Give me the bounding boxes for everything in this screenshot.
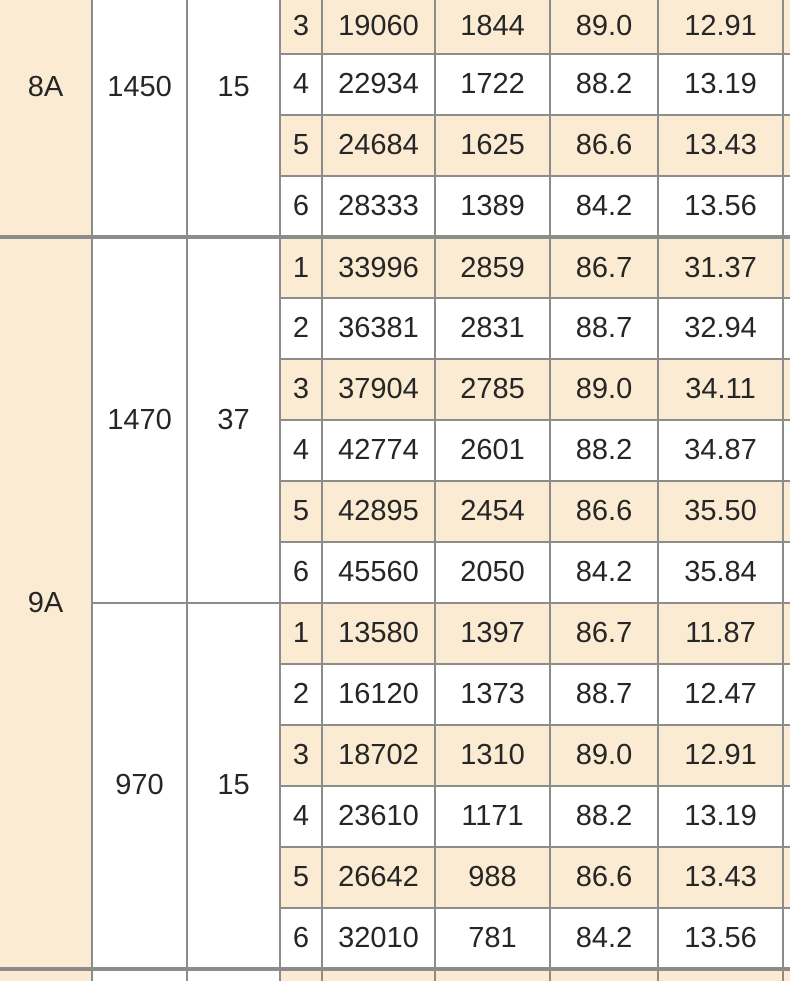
step-cell: 5 — [280, 847, 322, 908]
param-cell: 37 — [187, 237, 280, 603]
data-cell — [658, 969, 783, 981]
data-cell: 2050 — [435, 542, 550, 603]
data-cell: 13.19 — [658, 54, 783, 115]
step-cell — [280, 969, 322, 981]
group-cell: 8A — [0, 0, 92, 237]
data-cell: 13.43 — [658, 847, 783, 908]
data-cell: 42774 — [322, 420, 435, 481]
data-cell: 88.7 — [550, 298, 658, 359]
step-cell: 2 — [280, 664, 322, 725]
data-cell: 89.0 — [550, 359, 658, 420]
data-cell: 1397 — [435, 603, 550, 664]
data-cell: 23610 — [322, 786, 435, 847]
data-cell: 88.2 — [550, 786, 658, 847]
cut-column-cell — [783, 786, 790, 847]
data-cell: 2859 — [435, 237, 550, 298]
table-row — [0, 237, 790, 298]
data-cell: 13.56 — [658, 908, 783, 969]
cut-column-cell — [783, 237, 790, 298]
data-cell: 1171 — [435, 786, 550, 847]
data-cell: 2831 — [435, 298, 550, 359]
data-cell: 1722 — [435, 54, 550, 115]
cut-column-cell — [783, 0, 790, 54]
cut-column-cell — [783, 725, 790, 786]
step-cell: 5 — [280, 481, 322, 542]
data-cell: 2601 — [435, 420, 550, 481]
table-row — [0, 603, 790, 664]
step-cell: 4 — [280, 420, 322, 481]
data-cell: 1373 — [435, 664, 550, 725]
cut-column-cell — [783, 359, 790, 420]
step-cell: 3 — [280, 725, 322, 786]
table-row — [0, 0, 790, 54]
cut-column-cell — [783, 908, 790, 969]
table-row-cut — [0, 969, 790, 981]
data-cell — [550, 969, 658, 981]
data-cell: 84.2 — [550, 176, 658, 237]
param-cell: 1470 — [92, 237, 187, 603]
cut-column-cell — [783, 969, 790, 981]
data-cell — [435, 969, 550, 981]
data-cell: 1310 — [435, 725, 550, 786]
step-cell: 4 — [280, 786, 322, 847]
data-cell: 26642 — [322, 847, 435, 908]
step-cell: 6 — [280, 176, 322, 237]
data-cell: 11.87 — [658, 603, 783, 664]
group-cell — [0, 969, 92, 981]
step-cell: 6 — [280, 542, 322, 603]
data-cell: 86.7 — [550, 237, 658, 298]
cut-column-cell — [783, 664, 790, 725]
data-cell: 33996 — [322, 237, 435, 298]
data-cell: 1844 — [435, 0, 550, 54]
data-cell: 35.84 — [658, 542, 783, 603]
data-cell: 22934 — [322, 54, 435, 115]
cut-column-cell — [783, 420, 790, 481]
data-cell: 36381 — [322, 298, 435, 359]
data-cell: 32.94 — [658, 298, 783, 359]
data-cell: 89.0 — [550, 725, 658, 786]
data-cell: 24684 — [322, 115, 435, 176]
cut-column-cell — [783, 54, 790, 115]
data-cell: 86.7 — [550, 603, 658, 664]
data-cell: 34.87 — [658, 420, 783, 481]
step-cell: 5 — [280, 115, 322, 176]
data-cell: 1625 — [435, 115, 550, 176]
data-cell: 1389 — [435, 176, 550, 237]
data-cell: 34.11 — [658, 359, 783, 420]
group-cell: 9A — [0, 237, 92, 969]
data-cell: 19060 — [322, 0, 435, 54]
data-cell: 12.91 — [658, 725, 783, 786]
data-cell: 13580 — [322, 603, 435, 664]
cut-column-cell — [783, 481, 790, 542]
data-cell: 86.6 — [550, 847, 658, 908]
param-cell: 15 — [187, 0, 280, 237]
data-cell: 781 — [435, 908, 550, 969]
data-cell: 45560 — [322, 542, 435, 603]
data-cell: 42895 — [322, 481, 435, 542]
step-cell: 4 — [280, 54, 322, 115]
param-cell: 970 — [92, 603, 187, 969]
param-cell: 15 — [187, 603, 280, 969]
data-cell: 28333 — [322, 176, 435, 237]
data-cell: 37904 — [322, 359, 435, 420]
data-cell: 35.50 — [658, 481, 783, 542]
step-cell: 2 — [280, 298, 322, 359]
data-cell: 13.56 — [658, 176, 783, 237]
data-cell: 89.0 — [550, 0, 658, 54]
data-cell: 988 — [435, 847, 550, 908]
cut-column-cell — [783, 298, 790, 359]
data-cell: 86.6 — [550, 115, 658, 176]
cut-column-cell — [783, 176, 790, 237]
data-cell: 88.2 — [550, 54, 658, 115]
data-cell: 13.43 — [658, 115, 783, 176]
step-cell: 3 — [280, 359, 322, 420]
cut-column-cell — [783, 115, 790, 176]
data-cell: 32010 — [322, 908, 435, 969]
param-cell — [187, 969, 280, 981]
data-cell: 13.19 — [658, 786, 783, 847]
data-cell: 84.2 — [550, 908, 658, 969]
data-cell: 18702 — [322, 725, 435, 786]
data-cell: 12.47 — [658, 664, 783, 725]
cut-column-cell — [783, 603, 790, 664]
data-cell: 88.2 — [550, 420, 658, 481]
data-cell: 12.91 — [658, 0, 783, 54]
cut-column-cell — [783, 847, 790, 908]
data-cell — [322, 969, 435, 981]
data-cell: 2454 — [435, 481, 550, 542]
cut-column-cell — [783, 542, 790, 603]
data-cell: 16120 — [322, 664, 435, 725]
step-cell: 1 — [280, 237, 322, 298]
data-cell: 31.37 — [658, 237, 783, 298]
param-cell — [92, 969, 187, 981]
data-cell: 2785 — [435, 359, 550, 420]
data-cell: 86.6 — [550, 481, 658, 542]
param-cell: 1450 — [92, 0, 187, 237]
step-cell: 3 — [280, 0, 322, 54]
step-cell: 6 — [280, 908, 322, 969]
data-cell: 84.2 — [550, 542, 658, 603]
data-cell: 88.7 — [550, 664, 658, 725]
step-cell: 1 — [280, 603, 322, 664]
